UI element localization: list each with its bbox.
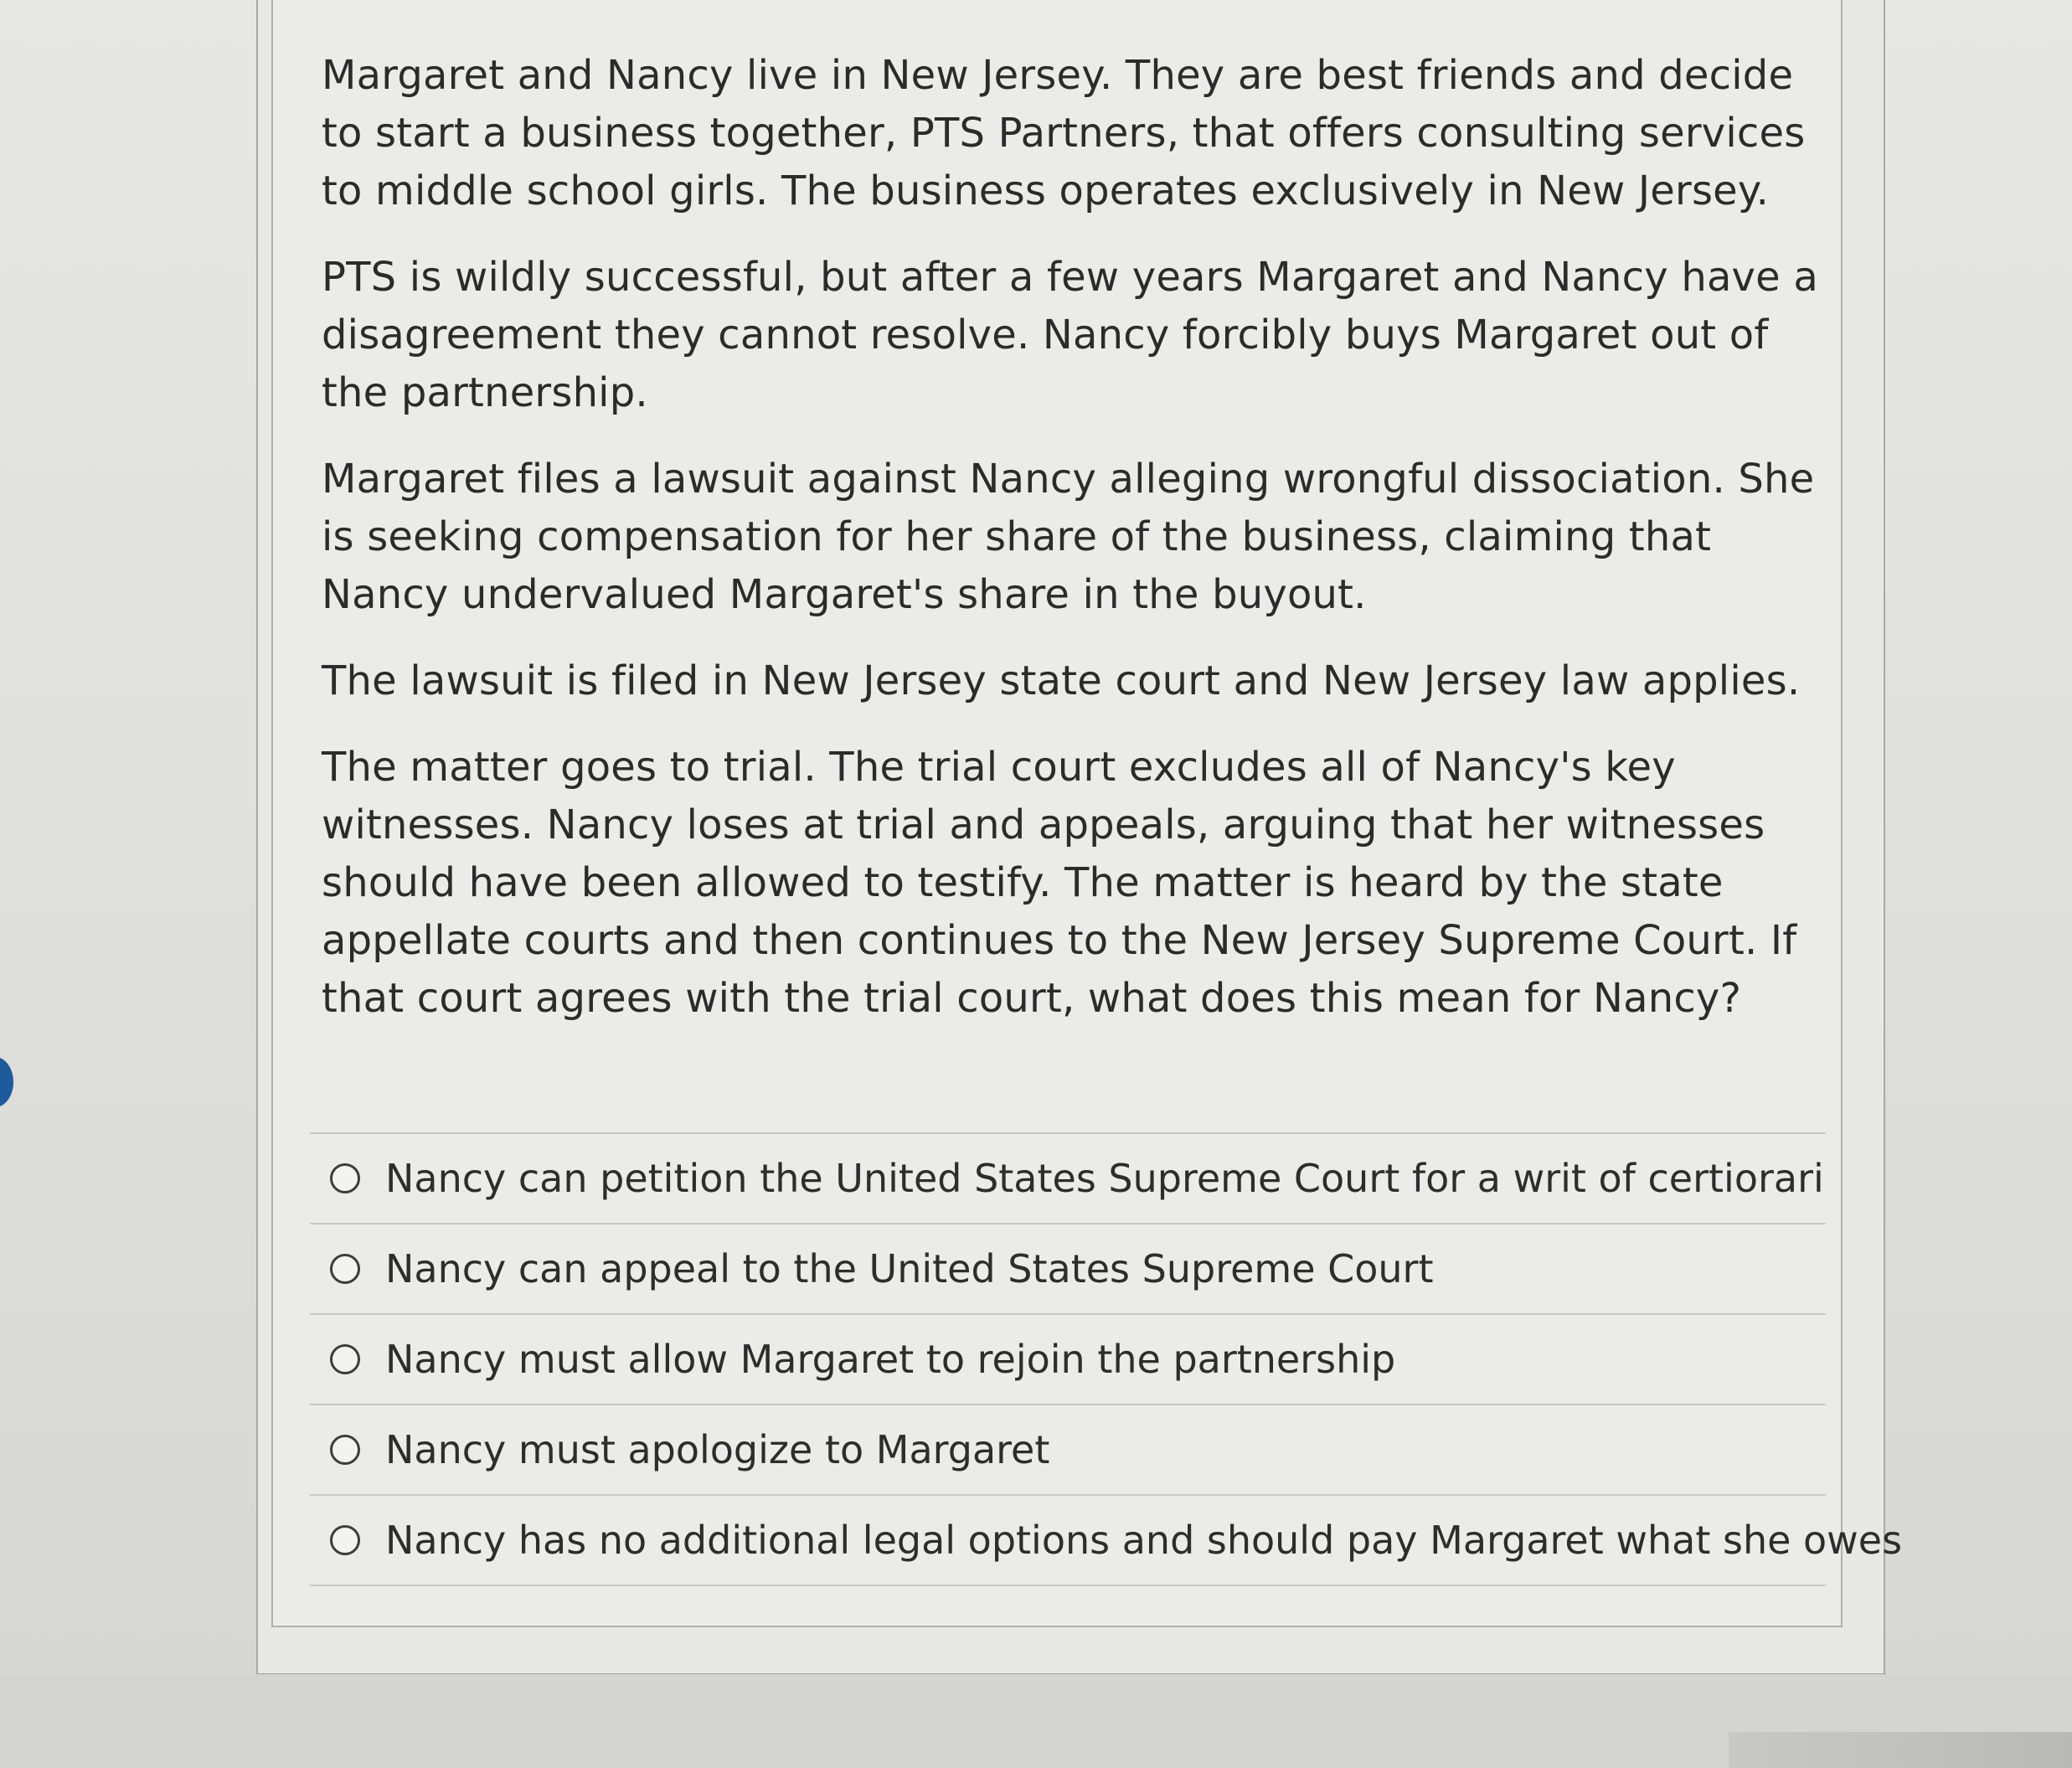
radio-button-icon[interactable] [330, 1254, 360, 1284]
radio-button-icon[interactable] [330, 1525, 360, 1555]
side-indicator-dot [0, 1057, 13, 1107]
question-paragraph-3: Margaret files a lawsuit against Nancy alleging wrongful dissociation. She is seeking compensation for her share of the business, claiming that Nancy undervalued Margaret's share in the buyout. [322, 456, 1815, 618]
right-edge-panel [1729, 1732, 2072, 1768]
question-paragraph-4: The lawsuit is filed in New Jersey state court and New Jersey law applies. [322, 657, 1801, 704]
answer-option-4[interactable] [310, 1405, 1826, 1496]
answer-option-5[interactable] [310, 1496, 1903, 1586]
answer-option-1[interactable] [310, 1134, 1826, 1224]
radio-button-icon[interactable] [330, 1163, 360, 1193]
answer-options [310, 1132, 1903, 1586]
answer-option-label: Nancy can petition the United States Supreme Court for a writ of certiorari [385, 1156, 1824, 1201]
answer-option-label: Nancy has no additional legal options and should pay Margaret what she owes [385, 1518, 1903, 1563]
radio-button-icon[interactable] [330, 1344, 360, 1374]
question-paragraph-2: PTS is wildly successful, but after a few years Margaret and Nancy have a disagreement they cannot resolve. Nancy forcibly buys Margaret out of the partnership. [322, 254, 1818, 416]
question-paragraph-5: The matter goes to trial. The trial court excludes all of Nancy's key witnesses. Nancy loses at trial and appeals, arguing that her witnesses should have been allowed to testify. The matter is heard by the state appellate courts and then continues to the New Jersey Supreme Court. If that court agrees with the trial court, what does this mean for Nancy? [322, 744, 1797, 1022]
answer-option-label: Nancy must apologize to Margaret [385, 1427, 1050, 1472]
question-paragraph-1: Margaret and Nancy live in New Jersey. They are best friends and decide to start a business together, PTS Partners, that offers consulting services to middle school girls. The business operates exclusively in New Jersey. [322, 52, 1806, 214]
answer-option-3[interactable] [310, 1315, 1826, 1405]
question-text [322, 47, 1821, 1056]
answer-option-2[interactable] [310, 1224, 1826, 1315]
radio-button-icon[interactable] [330, 1435, 360, 1465]
answer-option-label: Nancy can appeal to the United States Supreme Court [385, 1246, 1434, 1291]
answer-option-label: Nancy must allow Margaret to rejoin the partnership [385, 1337, 1396, 1382]
